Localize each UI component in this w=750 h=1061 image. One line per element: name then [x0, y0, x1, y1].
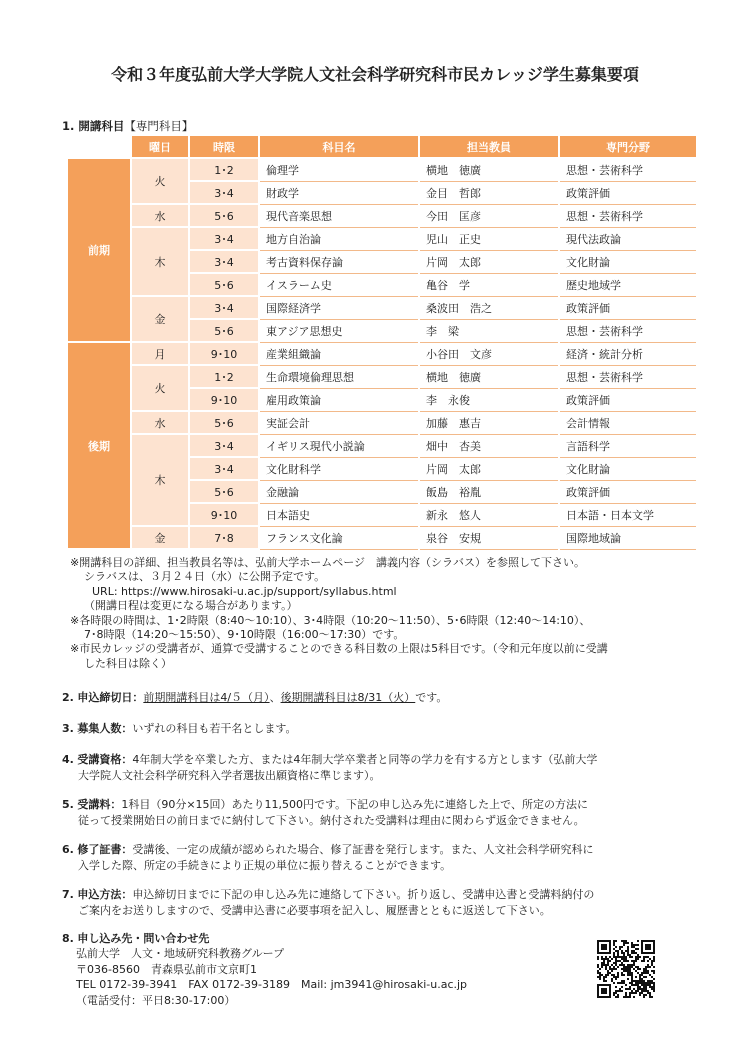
header-field: 専門分野 — [559, 135, 697, 158]
section-1-heading — [62, 118, 193, 134]
teacher-cell: 泉谷 安規 — [419, 526, 559, 549]
section-5 — [62, 797, 712, 829]
section-text: 受講後、一定の成績が認められた場合、修了証書を発行します。また、人文社会科学研究科に — [132, 843, 594, 856]
teacher-cell: 飯島 裕胤 — [419, 480, 559, 503]
section-label: 受講資格： — [77, 753, 133, 766]
section-label: 申込締切日： — [77, 691, 144, 704]
field-cell: 思想・芸術科学 — [559, 319, 697, 342]
teacher-cell: 李 梁 — [419, 319, 559, 342]
day-cell: 水 — [131, 411, 189, 434]
section-4 — [62, 752, 712, 784]
subject-cell: イギリス現代小説論 — [259, 434, 419, 457]
period-cell: 5･6 — [189, 319, 259, 342]
subject-cell: 金融論 — [259, 480, 419, 503]
course-table-body — [67, 158, 697, 549]
field-cell: 歴史地域学 — [559, 273, 697, 296]
period-cell: 9･10 — [189, 342, 259, 365]
subject-cell: 倫理学 — [259, 158, 419, 181]
table-header-row — [67, 135, 697, 158]
table-row — [67, 411, 697, 434]
field-cell: 言語科学 — [559, 434, 697, 457]
table-row — [67, 365, 697, 388]
field-cell: 政策評価 — [559, 388, 697, 411]
table-row — [67, 342, 697, 365]
field-cell: 政策評価 — [559, 296, 697, 319]
deadline-second-term: 後期開講科目は8/31（火） — [280, 691, 416, 704]
teacher-cell: 畑中 杏美 — [419, 434, 559, 457]
contact-org: 弘前大学 人文・地域研究科教務グループ — [76, 947, 285, 960]
teacher-cell: 新永 悠人 — [419, 503, 559, 526]
subject-cell: 生命環境倫理思想 — [259, 365, 419, 388]
header-subject: 科目名 — [259, 135, 419, 158]
note-line: シラバスは、３月２４日（水）に公開予定です。 — [84, 570, 326, 584]
field-cell: 政策評価 — [559, 181, 697, 204]
teacher-cell: 金目 哲郎 — [419, 181, 559, 204]
table-row — [67, 227, 697, 250]
page-title: 令和３年度弘前大学大学院人文社会科学研究科市民カレッジ学生募集要項 — [111, 65, 639, 84]
notes-block — [70, 556, 720, 671]
section-number: 8. — [62, 932, 74, 945]
field-cell: 国際地域論 — [559, 526, 697, 549]
section-label: 受講料： — [77, 798, 122, 811]
section-2 — [62, 690, 712, 706]
period-cell: 5･6 — [189, 273, 259, 296]
table-row — [67, 526, 697, 549]
subject-cell: 文化財科学 — [259, 457, 419, 480]
period-cell: 3･4 — [189, 434, 259, 457]
contact-hours: （電話受付：平日8:30-17:00） — [76, 993, 236, 1007]
note-line: した科目は除く） — [84, 656, 172, 670]
section-text: ご案内をお送りしますので、受講申込書に必要事項を記入し、履歴書とともに返送して下さい。 — [78, 904, 551, 917]
header-day: 曜日 — [131, 135, 189, 158]
period-cell: 3･4 — [189, 227, 259, 250]
subject-cell: 国際経済学 — [259, 296, 419, 319]
teacher-cell: 亀谷 学 — [419, 273, 559, 296]
section-text: 1科目（90分×15回）あたり11,500円です。下記の申し込み先に連絡した上で、所定の方法に — [121, 798, 588, 811]
table-row — [67, 204, 697, 227]
subject-cell: 現代音楽思想 — [259, 204, 419, 227]
period-cell: 3･4 — [189, 457, 259, 480]
separator: 、 — [269, 691, 281, 704]
table-row — [67, 158, 697, 181]
section-note: 【専門科目】 — [124, 119, 194, 133]
period-cell: 5･6 — [189, 411, 259, 434]
period-cell: 1･2 — [189, 158, 259, 181]
day-cell: 火 — [131, 365, 189, 411]
field-cell: 日本語・日本文学 — [559, 503, 697, 526]
teacher-cell: 児山 正史 — [419, 227, 559, 250]
section-label: 修了証書： — [77, 843, 133, 856]
deadline-first-term: 前期開講科目は4/５（月） — [143, 691, 270, 704]
period-cell: 5･6 — [189, 480, 259, 503]
teacher-cell: 李 永俊 — [419, 388, 559, 411]
contact-tel-fax-mail[interactable]: TEL 0172-39-3941 FAX 0172-39-3189 Mail: jm3941@hirosaki-u.ac.jp — [76, 978, 468, 992]
field-cell: 経済・統計分析 — [559, 342, 697, 365]
section-text: です。 — [415, 691, 448, 704]
qr-code-icon[interactable] — [597, 940, 655, 998]
course-table — [66, 134, 698, 550]
section-6 — [62, 842, 712, 874]
subject-cell: 雇用政策論 — [259, 388, 419, 411]
teacher-cell: 小谷田 文彦 — [419, 342, 559, 365]
period-cell: 3･4 — [189, 250, 259, 273]
section-number: 1. — [62, 119, 75, 133]
teacher-cell: 横地 徳廣 — [419, 365, 559, 388]
day-cell: 金 — [131, 296, 189, 342]
note-line: ※市民カレッジの受講者が、通算で受講することのできる科目数の上限は5科目です。（令和元年度以前に受講 — [70, 642, 608, 656]
teacher-cell: 桑波田 浩之 — [419, 296, 559, 319]
subject-cell: 地方自治論 — [259, 227, 419, 250]
field-cell: 会計情報 — [559, 411, 697, 434]
section-text: 入学した際、所定の手続きにより正規の単位に振り替えることができます。 — [78, 859, 452, 872]
day-cell: 木 — [131, 227, 189, 296]
day-cell: 金 — [131, 526, 189, 549]
period-cell: 9･10 — [189, 503, 259, 526]
note-line: ※開講科目の詳細、担当教員名等は、弘前大学ホームページ 講義内容（シラバス）を参照して下さい。 — [70, 556, 585, 569]
header-teacher: 担当教員 — [419, 135, 559, 158]
section-number: 2. — [62, 691, 74, 704]
section-text: 大学院人文社会科学研究科入学者選抜出願資格に準じます）。 — [78, 769, 381, 782]
subject-cell: 実証会計 — [259, 411, 419, 434]
teacher-cell: 横地 徳廣 — [419, 158, 559, 181]
subject-cell: フランス文化論 — [259, 526, 419, 549]
note-line: ※各時限の時間は、1･2時限（8:40～10:10）、3･4時限（10:20～11:50）、5･6時限（12:40～14:10）、 — [70, 613, 591, 627]
term-cell: 前期 — [67, 158, 131, 342]
section-text: 4年制大学を卒業した方、または4年制大学卒業者と同等の学力を有する方とします（弘前大学 — [132, 753, 598, 766]
day-cell: 月 — [131, 342, 189, 365]
period-cell: 9･10 — [189, 388, 259, 411]
section-text: いずれの科目も若干名とします。 — [132, 722, 297, 735]
period-cell: 1･2 — [189, 365, 259, 388]
section-text: 従って授業開始日の前日までに納付して下さい。納付された受講料は理由に関わらず返金できません。 — [78, 814, 585, 827]
note-line: （開講日程は変更になる場合があります。） — [84, 599, 298, 613]
period-cell: 7･8 — [189, 526, 259, 549]
period-cell: 3･4 — [189, 296, 259, 319]
section-label: 募集人数： — [77, 722, 133, 735]
day-cell: 水 — [131, 204, 189, 227]
teacher-cell: 片岡 太郎 — [419, 457, 559, 480]
section-7 — [62, 887, 712, 919]
subject-cell: 財政学 — [259, 181, 419, 204]
teacher-cell: 加藤 惠吉 — [419, 411, 559, 434]
subject-cell: 東アジア思想史 — [259, 319, 419, 342]
field-cell: 思想・芸術科学 — [559, 158, 697, 181]
day-cell: 火 — [131, 158, 189, 204]
field-cell: 文化財論 — [559, 250, 697, 273]
section-text: 申込締切日までに下記の申し込み先に連絡して下さい。折り返し、受講申込書と受講料納付の — [132, 888, 595, 901]
field-cell: 文化財論 — [559, 457, 697, 480]
table-row — [67, 434, 697, 457]
section-number: 3. — [62, 722, 74, 735]
contact-address: 〒036-8560 青森県弘前市文京町1 — [76, 962, 257, 976]
syllabus-url[interactable]: URL: https://www.hirosaki-u.ac.jp/support/syllabus.html — [92, 584, 397, 598]
subject-cell: 考古資料保存論 — [259, 250, 419, 273]
header-blank — [67, 135, 131, 158]
section-3 — [62, 721, 712, 737]
field-cell: 思想・芸術科学 — [559, 204, 697, 227]
field-cell: 政策評価 — [559, 480, 697, 503]
section-number: 4. — [62, 753, 74, 766]
period-cell: 5･6 — [189, 204, 259, 227]
teacher-cell: 片岡 太郎 — [419, 250, 559, 273]
subject-cell: 日本語史 — [259, 503, 419, 526]
section-number: 6. — [62, 843, 74, 856]
term-cell: 後期 — [67, 342, 131, 549]
teacher-cell: 今田 匡彦 — [419, 204, 559, 227]
section-label: 申込方法： — [77, 888, 133, 901]
field-cell: 現代法政論 — [559, 227, 697, 250]
header-period: 時限 — [189, 135, 259, 158]
contact-block — [76, 946, 467, 1008]
section-number: 7. — [62, 888, 74, 901]
section-label: 申し込み先・問い合わせ先 — [77, 932, 210, 945]
note-line: 7･8時限（14:20～15:50）、9･10時限（16:00～17:30）です。 — [84, 628, 405, 642]
section-label: 開講科目 — [78, 119, 125, 133]
subject-cell: 産業組織論 — [259, 342, 419, 365]
table-row — [67, 296, 697, 319]
period-cell: 3･4 — [189, 181, 259, 204]
subject-cell: イスラーム史 — [259, 273, 419, 296]
field-cell: 思想・芸術科学 — [559, 365, 697, 388]
day-cell: 木 — [131, 434, 189, 526]
section-number: 5. — [62, 798, 74, 811]
